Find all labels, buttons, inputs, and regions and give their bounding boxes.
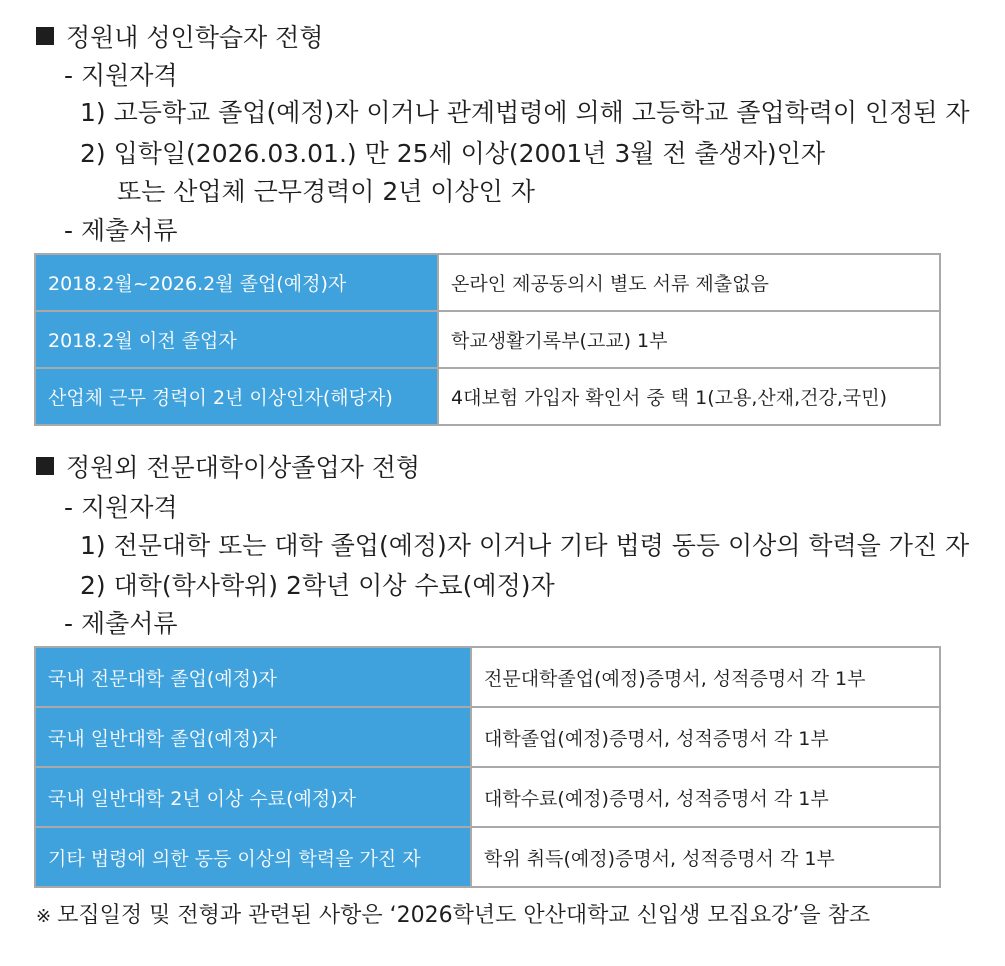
document-requirement: 4대보험 가입자 확인서 중 택 1(고용,산재,건강,국민) (438, 368, 940, 425)
table-row (35, 647, 940, 707)
document-requirement: 학위 취득(예정)증명서, 성적증명서 각 1부 (471, 827, 940, 887)
section1-title: 정원내 성인학습자 전형 (36, 22, 323, 54)
section2-documents-heading: - 제출서류 (64, 609, 178, 638)
document-category: 2018.2월~2026.2월 졸업(예정)자 (35, 254, 438, 311)
table-row (35, 368, 940, 425)
section1-documents-table (34, 253, 941, 426)
document-category: 2018.2월 이전 졸업자 (35, 311, 438, 368)
section2-documents-table (34, 646, 941, 888)
square-bullet-icon (36, 27, 54, 45)
footnote (36, 901, 870, 932)
table-row (35, 707, 940, 767)
section1-documents-heading: - 제출서류 (64, 216, 178, 245)
document-requirement: 학교생활기록부(고교) 1부 (438, 311, 940, 368)
section2-title: 정원외 전문대학이상졸업자 전형 (36, 452, 420, 484)
table-row (35, 254, 940, 311)
footnote-text: 모집일정 및 전형과 관련된 사항은 ‘2026학년도 안산대학교 신입생 모집요강’을 참조 (57, 903, 871, 928)
document-requirement: 대학졸업(예정)증명서, 성적증명서 각 1부 (471, 707, 940, 767)
table-row (35, 827, 940, 887)
section1-eligibility-item: 또는 산업체 근무경력이 2년 이상인 자 (117, 177, 535, 206)
section2-eligibility-item: 2) 대학(학사학위) 2학년 이상 수료(예정)자 (80, 571, 555, 600)
document-category: 국내 일반대학 2년 이상 수료(예정)자 (35, 767, 471, 827)
document-category: 기타 법령에 의한 동등 이상의 학력을 가진 자 (35, 827, 471, 887)
table-row (35, 311, 940, 368)
table-row (35, 767, 940, 827)
document-category: 산업체 근무 경력이 2년 이상인자(해당자) (35, 368, 438, 425)
square-bullet-icon (36, 457, 54, 475)
section1-eligibility-item: 1) 고등학교 졸업(예정)자 이거나 관계법령에 의해 고등학교 졸업학력이 인정된 자 (80, 98, 970, 127)
document-category: 국내 전문대학 졸업(예정)자 (35, 647, 471, 707)
document-category: 국내 일반대학 졸업(예정)자 (35, 707, 471, 767)
document-requirement: 대학수료(예정)증명서, 성적증명서 각 1부 (471, 767, 940, 827)
reference-mark-icon: ※ (36, 906, 52, 927)
section2-eligibility-heading: - 지원자격 (64, 493, 178, 522)
document-requirement: 온라인 제공동의시 별도 서류 제출없음 (438, 254, 940, 311)
section1-eligibility-heading: - 지원자격 (64, 61, 178, 90)
section1-eligibility-item: 2) 입학일(2026.03.01.) 만 25세 이상(2001년 3월 전 출생자)인자 (80, 139, 825, 168)
section2-eligibility-item: 1) 전문대학 또는 대학 졸업(예정)자 이거나 기타 법령 동등 이상의 학력을 가진 자 (80, 531, 970, 560)
document-requirement: 전문대학졸업(예정)증명서, 성적증명서 각 1부 (471, 647, 940, 707)
